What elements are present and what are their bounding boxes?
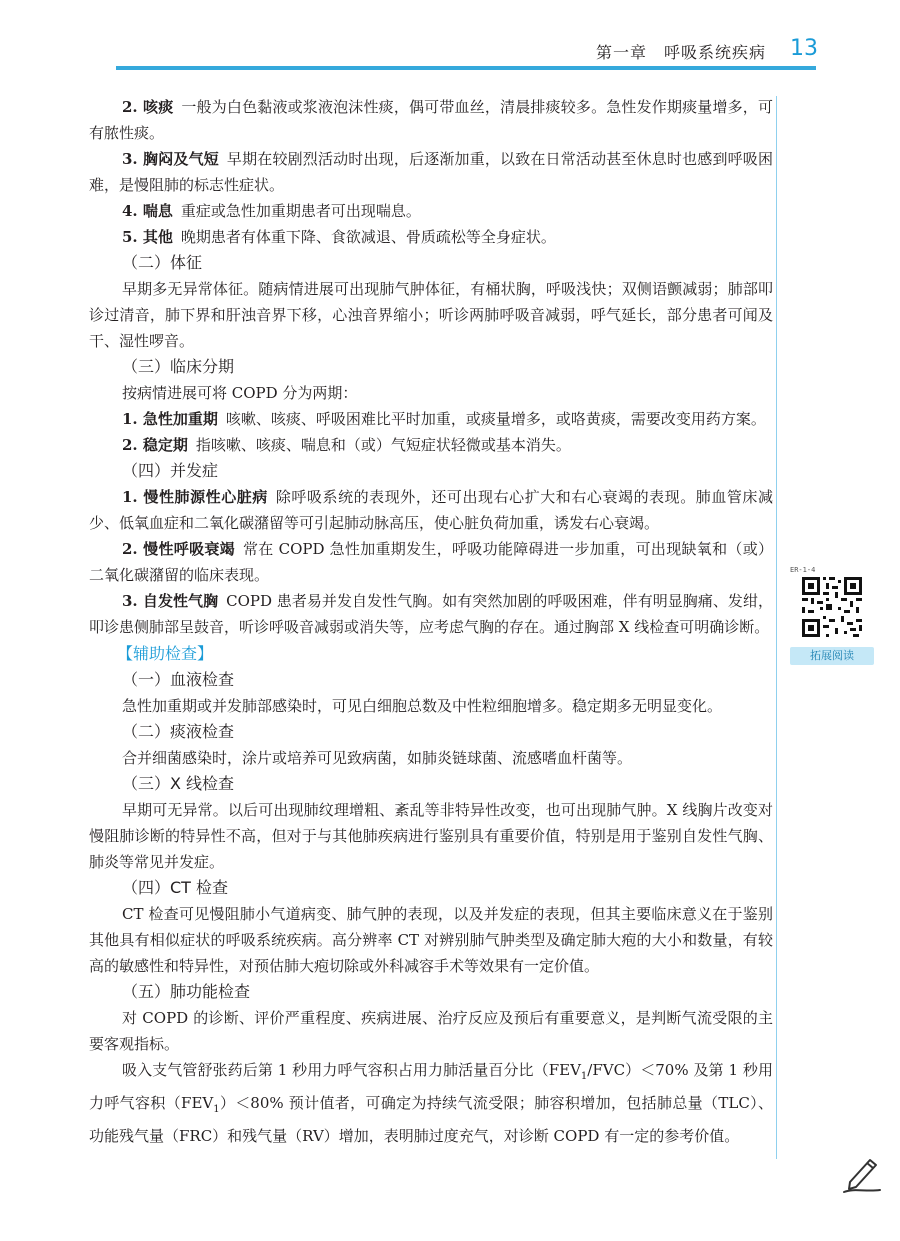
subheading-xray: （三）X 线检查 bbox=[122, 774, 235, 793]
paragraph: 急性加重期或并发肺部感染时，可见白细胞总数及中性粒细胞增多。稳定期多无明显变化。 bbox=[122, 697, 723, 715]
item-label: 4. 喘息 bbox=[122, 202, 173, 220]
subscript: 1 bbox=[580, 1071, 588, 1082]
item-label: 2. 稳定期 bbox=[122, 436, 188, 454]
header-rule bbox=[116, 66, 816, 70]
paragraph-text: 重症或急性加重期患者可出现喘息。 bbox=[180, 202, 421, 220]
page-header bbox=[0, 0, 900, 70]
subheading-ct: （四）CT 检查 bbox=[122, 878, 229, 897]
subheading-blood: （一）血液检查 bbox=[122, 670, 235, 689]
subscript: 1 bbox=[213, 1104, 220, 1115]
paragraph: 按病情进展可将 COPD 分为两期： bbox=[122, 384, 358, 402]
paragraph: 合并细菌感染时，涂片或培养可见致病菌，如肺炎链球菌、流感嗜血杆菌等。 bbox=[122, 749, 633, 767]
margin-divider bbox=[776, 96, 777, 1159]
item-label: 1. 急性加重期 bbox=[122, 410, 218, 428]
paragraph bbox=[89, 1057, 773, 1149]
paragraph bbox=[89, 484, 773, 536]
paragraph-text: 晚期患者有体重下降、食欲减退、骨质疏松等全身症状。 bbox=[180, 228, 556, 246]
qr-extended-reading[interactable] bbox=[790, 566, 874, 665]
paragraph bbox=[89, 432, 773, 458]
paragraph: CT 检查可见慢阻肺小气道病变、肺气肿的表现，以及并发症的表现，但其主要临床意义在于鉴别其他具有相似症状的呼吸系统疾病。高分辨率 CT 对辨别肺气肿类型及确定肺大疱的大小和数量，有较高的敏感性和特异性，对预估肺大疱切除或外科减容手术等效果有一定价值。 bbox=[89, 905, 773, 975]
item-label: 2. 慢性呼吸衰竭 bbox=[122, 540, 235, 558]
paragraph bbox=[89, 406, 773, 432]
paragraph-text: 除呼吸系统的表现外，还可出现右心扩大和右心衰竭的表现。肺血管床减少、低氧血症和二氧化碳潴留等可引起肺动脉高压，使心脏负荷加重，诱发右心衰竭。 bbox=[89, 488, 773, 532]
subheading-complications: （四）并发症 bbox=[122, 461, 219, 480]
paragraph bbox=[89, 146, 773, 198]
paragraph-text: /FVC）＜70% 及第 1 秒用力呼气容积（FEV bbox=[89, 1061, 773, 1112]
item-label: 3. 自发性气胸 bbox=[122, 592, 219, 610]
paragraph-text: COPD 患者易并发自发性气胸。如有突然加剧的呼吸困难，伴有明显胸痛、发绀，叩诊患侧肺部呈鼓音，听诊呼吸音减弱或消失等，应考虑气胸的存在。通过胸部 X 线检查可明确诊断。 bbox=[89, 592, 773, 636]
item-label: 2. 咳痰 bbox=[122, 98, 174, 116]
paragraph-text: 早期在较剧烈活动时出现，后逐渐加重，以致在日常活动甚至休息时也感到呼吸困难，是慢阻肺的标志性症状。 bbox=[89, 150, 773, 194]
chapter-title: 第一章 呼吸系统疾病 bbox=[595, 43, 766, 62]
paragraph bbox=[89, 224, 773, 250]
qr-code-id: ER-1-4 bbox=[790, 566, 816, 574]
item-label: 3. 胸闷及气短 bbox=[122, 150, 219, 168]
paragraph bbox=[89, 198, 773, 224]
section-heading-auxiliary-exams: 【辅助检查】 bbox=[117, 644, 214, 663]
subheading-staging: （三）临床分期 bbox=[122, 357, 235, 376]
pencil-icon bbox=[840, 1152, 884, 1194]
paragraph-text: 咳嗽、咳痰、呼吸困难比平时加重，或痰量增多，或咯黄痰，需要改变用药方案。 bbox=[225, 410, 766, 428]
subheading-pulmonary-function: （五）肺功能检查 bbox=[122, 982, 251, 1001]
paragraph-text: 常在 COPD 急性加重期发生，呼吸功能障碍进一步加重，可出现缺氧和（或）二氧化碳潴留的临床表现。 bbox=[89, 540, 773, 584]
paragraph: 早期多无异常体征。随病情进展可出现肺气肿体征，有桶状胸，呼吸浅快；双侧语颤减弱；肺部叩诊过清音，肺下界和肝浊音界下移，心浊音界缩小；听诊两肺呼吸音减弱，呼气延长，部分患者可闻及干、湿性啰音。 bbox=[89, 280, 773, 350]
extended-reading-label[interactable]: 拓展阅读 bbox=[790, 647, 874, 665]
paragraph bbox=[89, 536, 773, 588]
qr-code-icon[interactable] bbox=[790, 575, 874, 639]
paragraph-text: ）＜80% 预计值者，可确定为持续气流受限；肺容积增加，包括肺总量（TLC）、功能残气量（FRC）和残气量（RV）增加，表明肺过度充气，对诊断 COPD 有一定的参考价值。 bbox=[89, 1094, 773, 1145]
subheading-sputum: （二）痰液检查 bbox=[122, 722, 235, 741]
page-number: 13 bbox=[790, 36, 818, 61]
subheading-signs: （二）体征 bbox=[122, 253, 203, 272]
paragraph bbox=[89, 94, 773, 146]
paragraph-text: 吸入支气管舒张药后第 1 秒用力呼气容积占用力肺活量百分比（FEV bbox=[122, 1061, 581, 1079]
paragraph: 早期可无异常。以后可出现肺纹理增粗、紊乱等非特异性改变，也可出现肺气肿。X 线胸片改变对慢阻肺诊断的特异性不高，但对于与其他肺疾病进行鉴别具有重要价值，特别是用于鉴别自发性气胸、肺炎等常见并发症。 bbox=[89, 801, 773, 871]
paragraph-text: 一般为白色黏液或浆液泡沫性痰，偶可带血丝，清晨排痰较多。急性发作期痰量增多，可有脓性痰。 bbox=[89, 98, 773, 142]
main-content bbox=[89, 94, 773, 1149]
paragraph: 对 COPD 的诊断、评价严重程度、疾病进展、治疗反应及预后有重要意义，是判断气流受限的主要客观指标。 bbox=[89, 1009, 773, 1053]
item-label: 5. 其他 bbox=[122, 228, 173, 246]
paragraph-text: 指咳嗽、咳痰、喘息和（或）气短症状轻微或基本消失。 bbox=[195, 436, 571, 454]
item-label: 1. 慢性肺源性心脏病 bbox=[122, 488, 268, 506]
paragraph bbox=[89, 588, 773, 640]
